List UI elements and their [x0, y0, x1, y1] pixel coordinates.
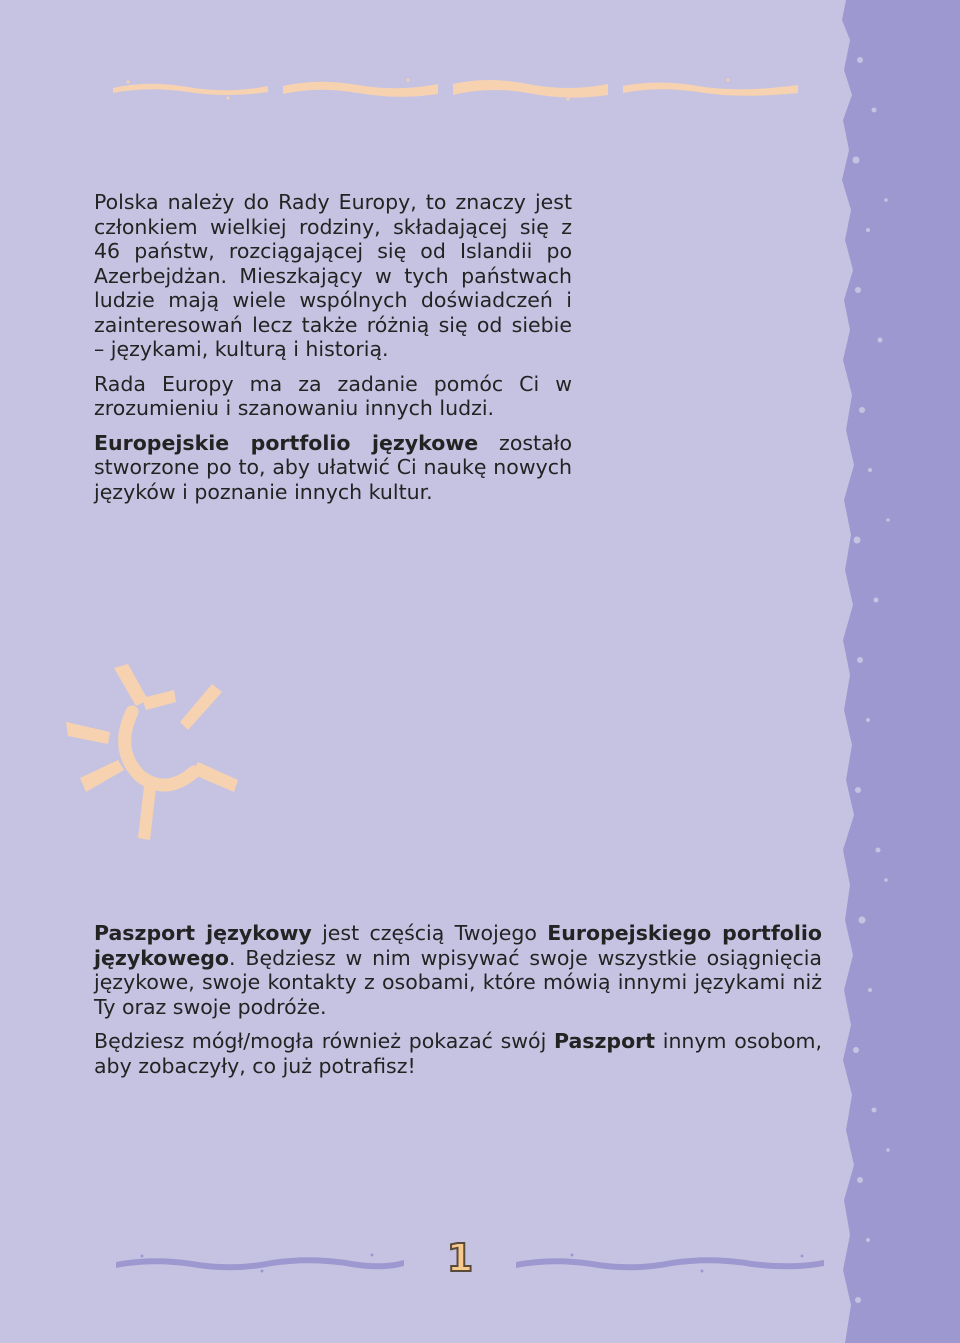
- paint-texture-band: [840, 0, 960, 1343]
- page-number: 1: [446, 1236, 474, 1280]
- brush-stroke-deco-right: [512, 1250, 827, 1274]
- intro-paragraph-2: Rada Europy ma za zadanie pomóc Ci w zrozumieniu i szanowaniu innych ludzi.: [94, 371, 572, 420]
- brush-stroke-deco-left: [112, 1250, 407, 1274]
- passport-text-span-2: . Będziesz w nim wpisywać swoje wszystkie osiągnięcia językowe, swoje kontakty z osobami, które mówią innymi językami niż Ty oraz swoje podróże.: [94, 945, 822, 1019]
- passport-text-span-3: Będziesz mógł/mogła również pokazać swój: [94, 1029, 554, 1053]
- passport-text-span-1: jest częścią Twojego: [311, 921, 548, 945]
- passport-text: [94, 921, 822, 1088]
- intro-text: [94, 190, 572, 514]
- passport-title: Paszport językowy: [94, 921, 312, 945]
- passport-paragraph-2: [94, 1029, 822, 1078]
- passport-paragraph-1: [94, 921, 822, 1019]
- sun-icon: [62, 660, 244, 845]
- portfolio-name: Europejskiego portfolio językowego: [94, 921, 822, 970]
- intro-paragraph-3: [94, 431, 572, 505]
- intro-paragraph-1: Polska należy do Rady Europy, to znaczy jest członkiem wielkiej rodziny, składającej się z 46 państw, rozciągającej się od Islandii po Azerbejdżan. Mieszkający w tych państwach ludzie mają wiele wspólnych doświadczeń i zainteresowań lecz także różnią się od siebie – językami, kulturą i historią.: [94, 190, 572, 361]
- portfolio-title: Europejskie portfolio językowe: [94, 430, 479, 455]
- brush-stroke-deco: [108, 74, 808, 104]
- passport-text-span-4: innym osobom, aby zobaczyły, co już potrafisz!: [94, 1029, 823, 1078]
- passport-word: Paszport: [553, 1029, 656, 1053]
- intro-paragraph-3-rest: zostało stworzone po to, aby ułatwić Ci naukę nowych języków i poznanie innych kultur.: [94, 430, 573, 504]
